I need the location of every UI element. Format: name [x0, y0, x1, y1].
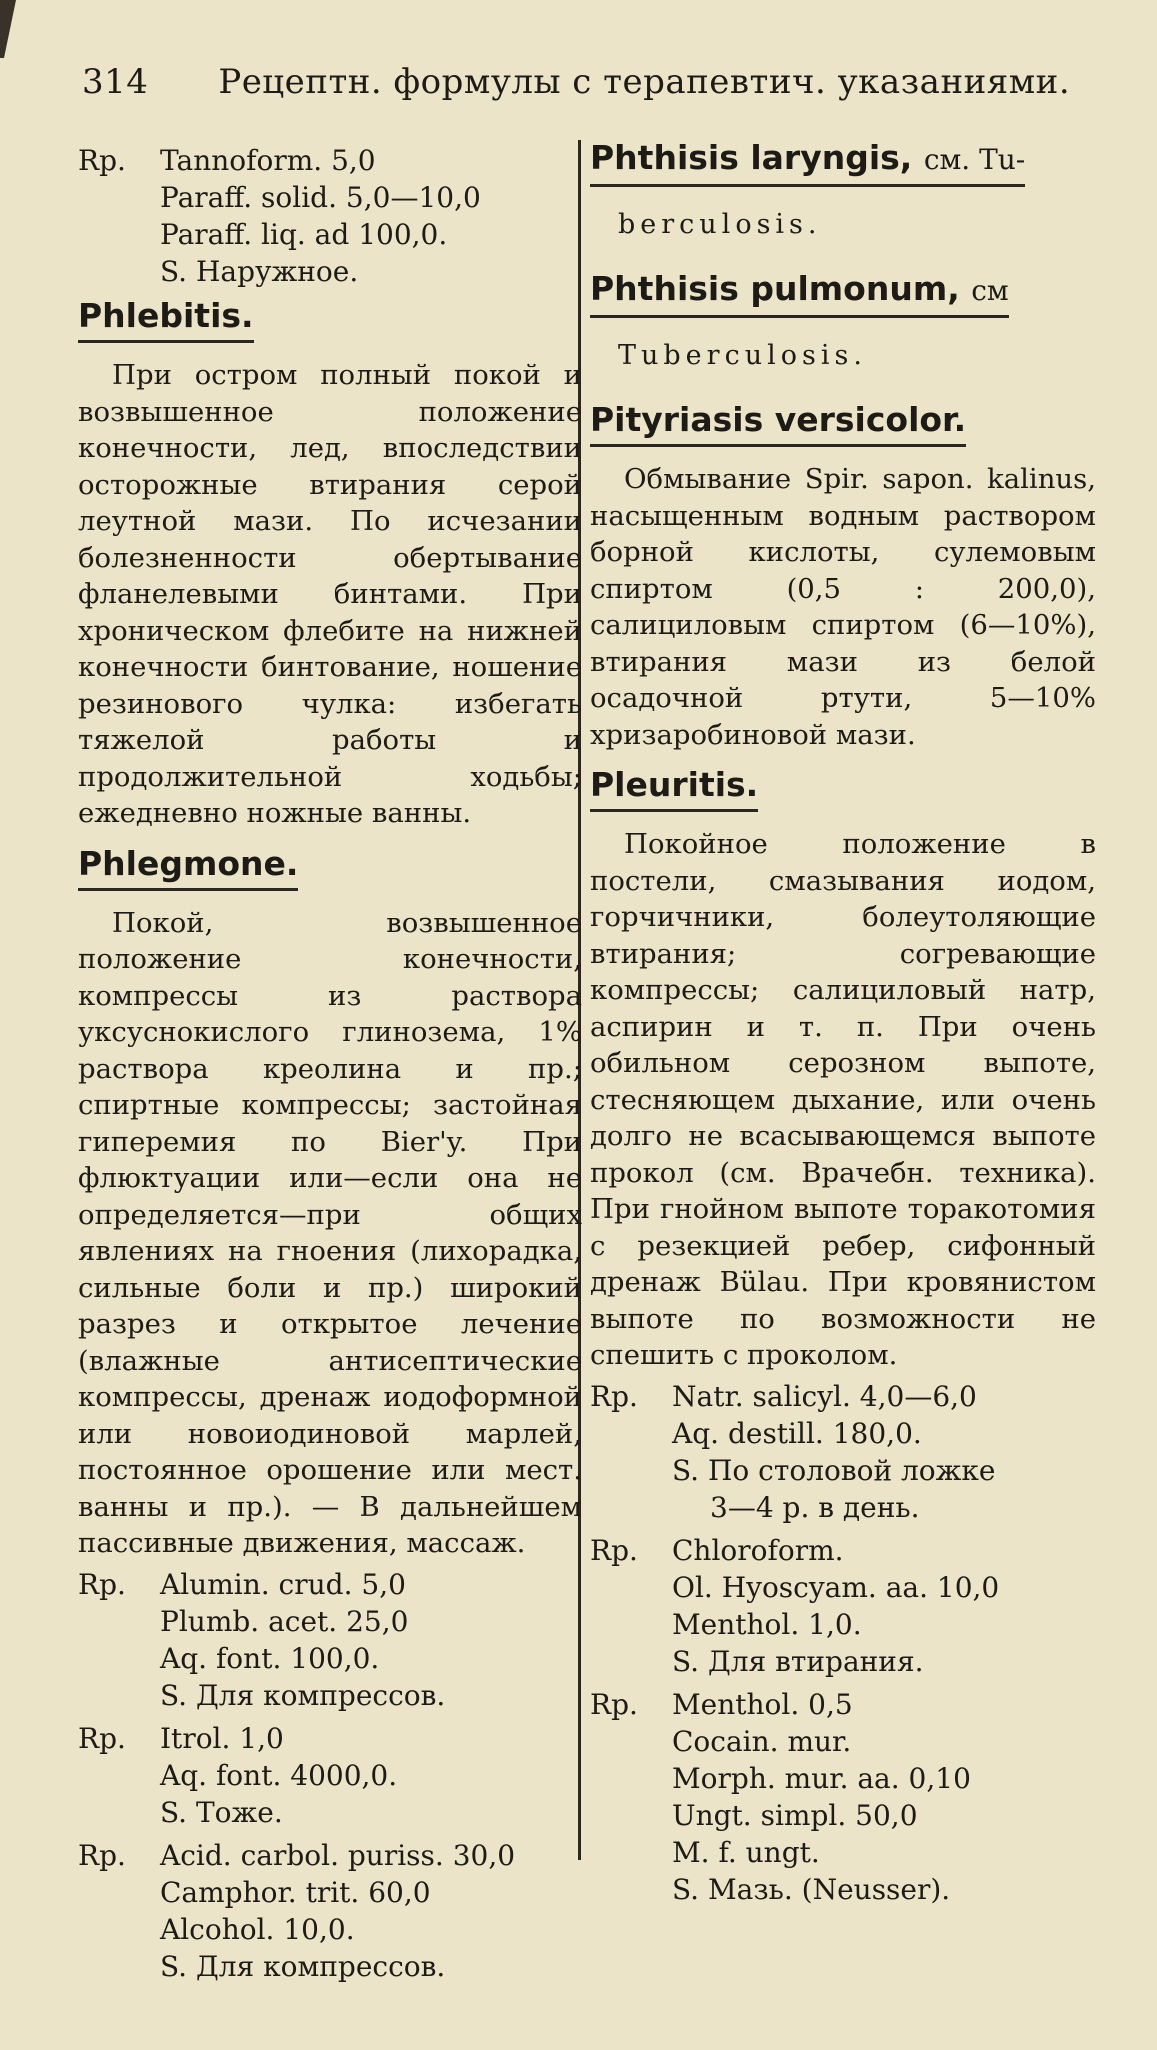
right-column: [590, 138, 1096, 1914]
recipe-signa: S. Для компрессов.: [160, 1678, 446, 1712]
heading-phlebitis: Phlebitis.: [78, 296, 254, 343]
recipe-tannoform: [78, 142, 582, 290]
recipe-natr-salicyl: [590, 1378, 1096, 1526]
running-header: [82, 62, 1082, 102]
recipe-chloroform: [590, 1532, 1096, 1680]
recipe-mark: Rp.: [590, 1379, 638, 1413]
recipe-line: Aq. destill. 180,0.: [672, 1416, 922, 1450]
recipe-line: Acid. carbol. puriss. 30,0: [160, 1838, 516, 1872]
left-column: [78, 138, 582, 1991]
recipe-line: Paraff. solid. 5,0—10,0: [160, 181, 481, 214]
page-number: 314: [82, 62, 149, 102]
recipe-line: Menthol. 0,5: [672, 1687, 853, 1721]
recipe-mark: Rp.: [78, 144, 126, 177]
recipe-line: Cocain. mur.: [672, 1724, 852, 1758]
recipe-line: Alumin. crud. 5,0: [160, 1567, 406, 1601]
heading-phlegmone-wrap: [78, 832, 298, 905]
recipe-line: Chloroform.: [672, 1533, 844, 1567]
recipe-signa-cont: 3—4 р. в день.: [710, 1490, 920, 1524]
recipe-line: Natr. salicyl. 4,0—6,0: [672, 1379, 977, 1413]
recipe-carbol: [78, 1837, 582, 1985]
heading-phthisis-pulmonum: [590, 269, 1009, 318]
recipe-mark: Rp.: [590, 1687, 638, 1721]
text-pleuritis: Покойное положение в постели, смазывания иодом, горчичники, болеутоляющие втирания; согревающие компрессы; салициловый натр, аспирин и т. п. При очень обильном серозном выпоте, стесняющем дыхание, или очень долго не всасывающемся выпоте прокол (см. Врачебн. техника). При гнойном выпоте торакотомия с резекцией ребер, сифонный дренаж Bülau. При кровянистом выпоте по возможности не спешить с проколом.: [590, 828, 1096, 1371]
text-pityriasis: Обмывание Spir. sapon. kalinus, насыщенным водным раствором борной кислоты, сулемовым спиртом (0,5 : 200,0), салициловым спиртом (6—10%), втирания мази из белой осадочной ртути, 5—10% хризаробиновой мази.: [590, 463, 1096, 751]
cross-reference: см: [971, 274, 1009, 307]
recipe-line: Ol. Hyoscyam. aa. 10,0: [672, 1570, 1000, 1604]
recipe-line: Aq. font. 100,0.: [160, 1641, 380, 1675]
heading-phthisis-laryngis-wrap: [590, 138, 1025, 201]
recipe-mark: Rp.: [78, 1838, 126, 1872]
recipe-mark: Rp.: [590, 1533, 638, 1567]
heading-pityriasis: Pityriasis versicolor.: [590, 400, 966, 447]
heading-phthisis-pulmonum-wrap: [590, 257, 1009, 332]
text-phlegmone: Покой, возвышенное положение конечности, компрессы из раствора уксуснокислого глинозема, 1% раствора креолина и пр.; спиртные компрессы; застойная гиперемия по Bier'y. При флюктуации или—если она не определяется—при общих явлениях на гноения (лихорадка, сильные боли и пр.) широкий разрез и открытое лечение (влажные антисептические компрессы, дренаж иодоформной или новоиодиновой марлей, постоянное орошение или мест. ванны и пр.). — В дальнейшем пассивные движения, массаж.: [78, 906, 582, 1559]
heading-phthisis-laryngis: [590, 138, 1025, 187]
text-phlebitis: При остром полный покой и возвышенное положение конечности, лед, впоследствии осторожные втирания серой леутной мази. По исчезании болезненности обертывание фланелевыми бинтами. При хроническом флебите на нижней конечности бинтование, ношение резинового чулка: избегать тяжелой работы и продолжительной ходьбы; ежедневно ножные ванны.: [78, 359, 582, 829]
recipe-signa: S. Мазь. (Neusser).: [672, 1872, 951, 1906]
recipe-line: Morph. mur. aa. 0,10: [672, 1761, 971, 1795]
heading-text: Phthisis pulmonum,: [590, 269, 960, 308]
recipe-mark: Rp.: [78, 1567, 126, 1601]
recipe-mark: Rp.: [78, 1721, 126, 1755]
recipe-line: Aq. font. 4000,0.: [160, 1758, 398, 1792]
cross-reference-continuation: berculosis.: [618, 209, 822, 240]
heading-pityriasis-wrap: [590, 388, 966, 461]
cross-reference: см. Tu-: [923, 143, 1026, 176]
recipe-signa: S. Наружное.: [160, 255, 359, 288]
recipe-signa: S. Для втирания.: [672, 1644, 924, 1678]
recipe-line: Menthol. 1,0.: [672, 1607, 862, 1641]
recipe-menthol: [590, 1686, 1096, 1908]
recipe-signa: S. Для компрессов.: [160, 1949, 446, 1983]
recipe-line: Itrol. 1,0: [160, 1721, 284, 1755]
heading-phlegmone: Phlegmone.: [78, 844, 298, 891]
recipe-signa: S. Тоже.: [160, 1795, 283, 1829]
running-title: Рецептн. формулы с терапевтич. указаниями.: [218, 62, 1071, 102]
heading-pleuritis: Pleuritis.: [590, 765, 758, 812]
heading-pleuritis-wrap: [590, 753, 758, 826]
heading-phlebitis-wrap: [78, 296, 254, 357]
recipe-line: Camphor. trit. 60,0: [160, 1875, 431, 1909]
page-corner-mark: [0, 0, 16, 58]
recipe-line: M. f. ungt.: [672, 1835, 820, 1869]
cross-reference-continuation: Tuberculosis.: [618, 340, 867, 371]
recipe-signa: S. По столовой ложке: [672, 1453, 996, 1487]
recipe-line: Tannoform. 5,0: [160, 144, 376, 177]
heading-text: Phthisis laryngis,: [590, 138, 913, 177]
recipe-itrol: [78, 1720, 582, 1831]
recipe-line: Alcohol. 10,0.: [160, 1912, 355, 1946]
recipe-line: Plumb. acet. 25,0: [160, 1604, 409, 1638]
recipe-line: Paraff. liq. ad 100,0.: [160, 218, 448, 251]
recipe-alumin: [78, 1566, 582, 1714]
recipe-line: Ungt. simpl. 50,0: [672, 1798, 918, 1832]
